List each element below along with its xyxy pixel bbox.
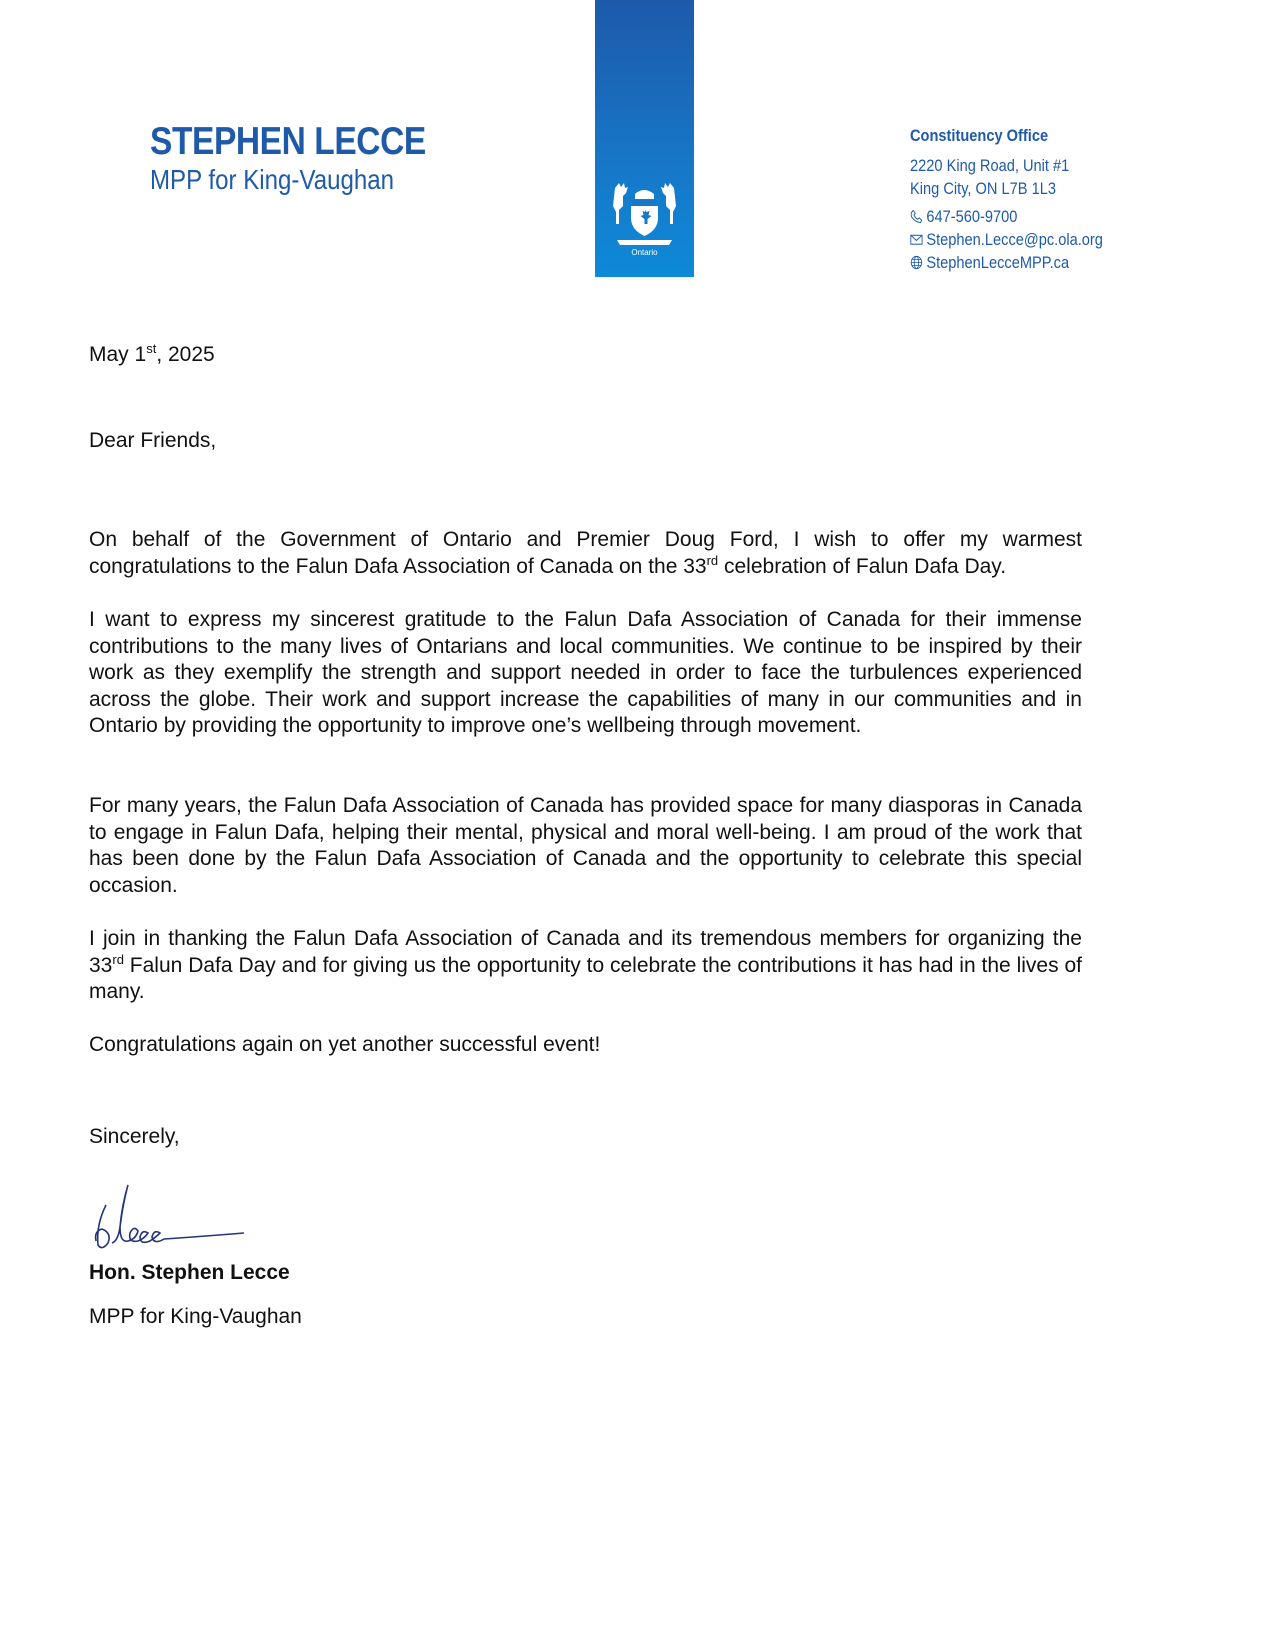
ontario-band (595, 0, 694, 277)
office-phone-row (910, 205, 1103, 228)
office-address-line1: 2220 King Road, Unit #1 (910, 156, 1070, 175)
salutation: Dear Friends, (89, 429, 217, 452)
letterhead-riding: MPP for King-Vaughan (150, 164, 395, 195)
letter-date: May 1st, 2025 (89, 341, 215, 366)
closing: Sincerely, (89, 1125, 180, 1148)
office-website-row (910, 251, 1103, 274)
office-email[interactable]: Stephen.Lecce@pc.ola.org (926, 230, 1103, 249)
paragraph-4: I join in thanking the Falun Dafa Association of Canada and its tremendous members for organizing the 33rd Falun Dafa Day and for giving us the opportunity to celebrate the contributions it has had in the lives of many. (89, 927, 1082, 1004)
constituency-office-block (910, 126, 1103, 274)
paragraph-1: On behalf of the Government of Ontario and Premier Doug Ford, I wish to offer my warmest congratulations to the Falun Dafa Association of Canada on the 33rd celebration of Falun Dafa Day. (89, 528, 1082, 578)
paragraph-3: For many years, the Falun Dafa Association of Canada has provided space for many diasporas in Canada to engage in Falun Dafa, helping their mental, physical and moral well-being. I am proud of the work that has been done by the Falun Dafa Association of Canada and the opportunity to celebrate this special occasion. (89, 794, 1082, 897)
signer-title: MPP for King-Vaughan (89, 1305, 302, 1328)
mail-icon (910, 232, 923, 247)
phone-icon (910, 209, 923, 224)
ontario-crest-icon (609, 180, 680, 258)
office-website[interactable]: StephenLecceMPP.ca (926, 253, 1070, 272)
crest-label: Ontario (631, 248, 658, 257)
signer-name: Hon. Stephen Lecce (89, 1261, 290, 1284)
office-email-row (910, 228, 1103, 251)
office-address-line2: King City, ON L7B 1L3 (910, 179, 1057, 198)
paragraph-5: Congratulations again on yet another successful event! (89, 1033, 601, 1056)
letterhead-name: STEPHEN LECCE (150, 120, 426, 163)
paragraph-2: I want to express my sincerest gratitude to the Falun Dafa Association of Canada for their immense contributions to the many lives of Ontarians and local communities. We continue to be inspired by their work as they exemplify the strength and support needed in order to face the turbulences experienced across the globe. Their work and support increase the capabilities of many in our communities and in Ontario by providing the opportunity to improve one’s wellbeing through movement. (89, 608, 1082, 738)
globe-icon (910, 255, 923, 270)
signature (86, 1175, 276, 1265)
office-phone: 647-560-9700 (926, 207, 1018, 226)
office-heading: Constituency Office (910, 126, 1049, 145)
